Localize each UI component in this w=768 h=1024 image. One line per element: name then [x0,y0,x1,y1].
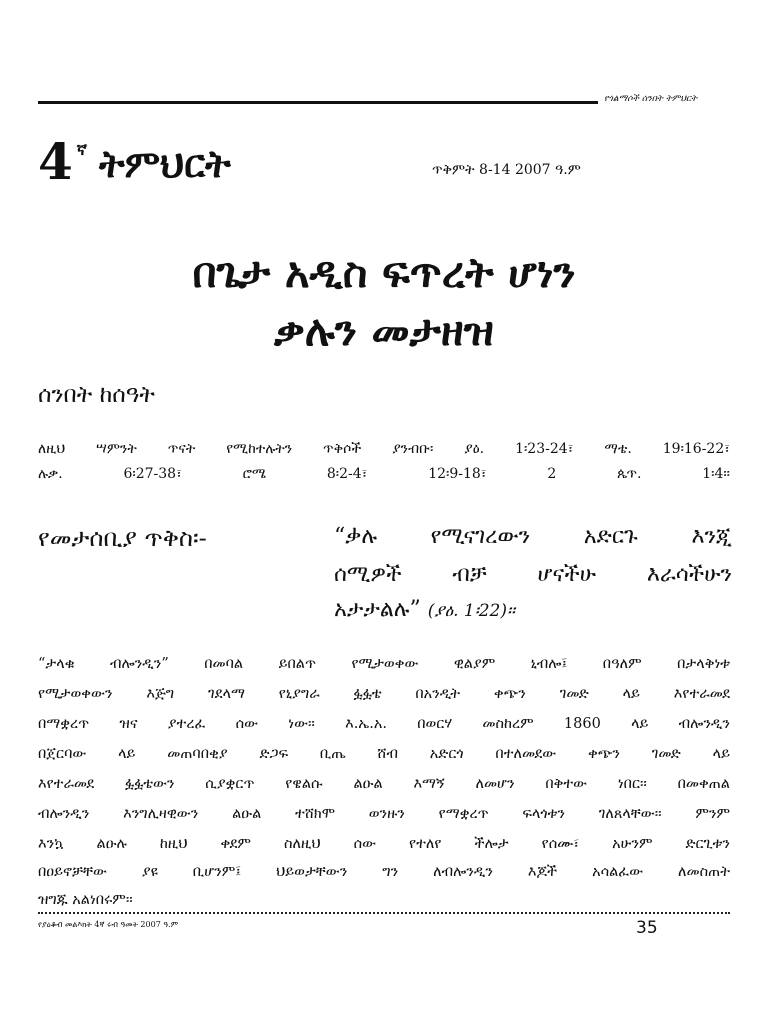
reading-line: ሉቃ. 6፡27-38፣ ሮሜ 8፡2-4፣ 12፡9-18፣ 2 ጴጥ. 1፡4፡፡ [38,466,730,482]
paragraph-line: ዝግጁ አልነበሩም፡፡ [38,892,133,908]
paragraph-line: የሚታወቀውን እጅግ ገደላማ የኒያግራ ፏፏቴ በአንዲት ቀጭን ገመድ ላይ እየተራመደ [38,686,730,702]
footer-rule [38,912,730,914]
memory-verse-line-2: ሰሚዎች ብቻ ሆናችሁ እራሳችሁን [334,562,732,587]
paragraph-line: “ታላቁ ብሎንዲን” በመባል ይበልጥ የሚታወቀው ዊልያም ኒብሎ፤ በዓለም በታላቅነቱ [38,656,730,672]
lesson-number: 4 [38,132,73,191]
lesson-heading [38,134,231,194]
page-number: 35 [636,918,658,938]
day-heading: ሰንበት ከሰዓት [38,382,155,408]
header-caption: የጎልማሶች ሰንበት ትምህርት [604,94,698,104]
footer-caption: የያዕቆብ መልእክት 4ኛ ሩብ ዓመት 2007 ዓ.ም [38,920,179,929]
memory-verse-line-3 [334,597,515,622]
lesson-title-line-1: በጌታ አዲስ ፍጥረት ሆነን [192,248,576,297]
memory-verse-text: አታታልሉ” [334,597,421,622]
paragraph-line: በዐይኖቻቸው ያዩ ቢሆንም፤ ህይወታቸውን ግን ለብሎንዲን እጆች አሳልፈው ለመስጠት [38,864,730,880]
reading-line: ለዚህ ሣምንት ጥናት የሚከተሉትን ጥቅሶች ያንብቡ፡ ያዕ. 1፡23-24፣ ማቴ. 19፡16-22፣ [38,441,730,457]
paragraph-line: በጀርባው ላይ መጠባበቂያ ድጋፍ ቢጤ ሸብ አድርጎ በተለመደው ቀጭን ገመድ ላይ [38,746,730,762]
lesson-date: ጥቅምት 8-14 2007 ዓ.ም [432,162,581,178]
header-rule [38,101,598,104]
memory-verse-label: የመታሰቢያ ጥቅስ፡- [38,524,207,552]
paragraph-line: እየተራመደ ፏፏቴውን ሲያቋርጥ የዌልሱ ልዑል እማኝ ለመሆን በቅተው ነበር፡፡ በመቀጠል [38,776,730,792]
paragraph-line: ብሎንዲን እንግሊዛዊውን ልዑል ተሸክሞ ወንዙን የማቋረጥ ፍላጎቱን ገለጸላቸው፡፡ ምንም [38,806,730,822]
lesson-title-line-2: ቃሉን መታዘዝ [274,306,494,355]
paragraph-line: እንኳ ልዑሉ ከዚህ ቀደም ስለዚህ ሰው የተለየ ችሎታ የሰሙ፣ አሁንም ድርጊቱን [38,836,730,852]
paragraph-line: በማቋረጥ ዝና ያተረፈ ሰው ነው፡፡ እ.ኤ.አ. በወርሃ መስከረም 1860 ላይ ብሎንዲን [38,716,730,732]
lesson-number-suffix: ኛ [76,140,87,159]
memory-verse-line-1: “ቃሉ የሚናገረውን አድርጉ እንጂ [334,524,732,549]
lesson-word: ትምህርት [98,141,231,186]
memory-verse-reference: (ያዕ. 1፡22)፡፡ [427,601,516,621]
